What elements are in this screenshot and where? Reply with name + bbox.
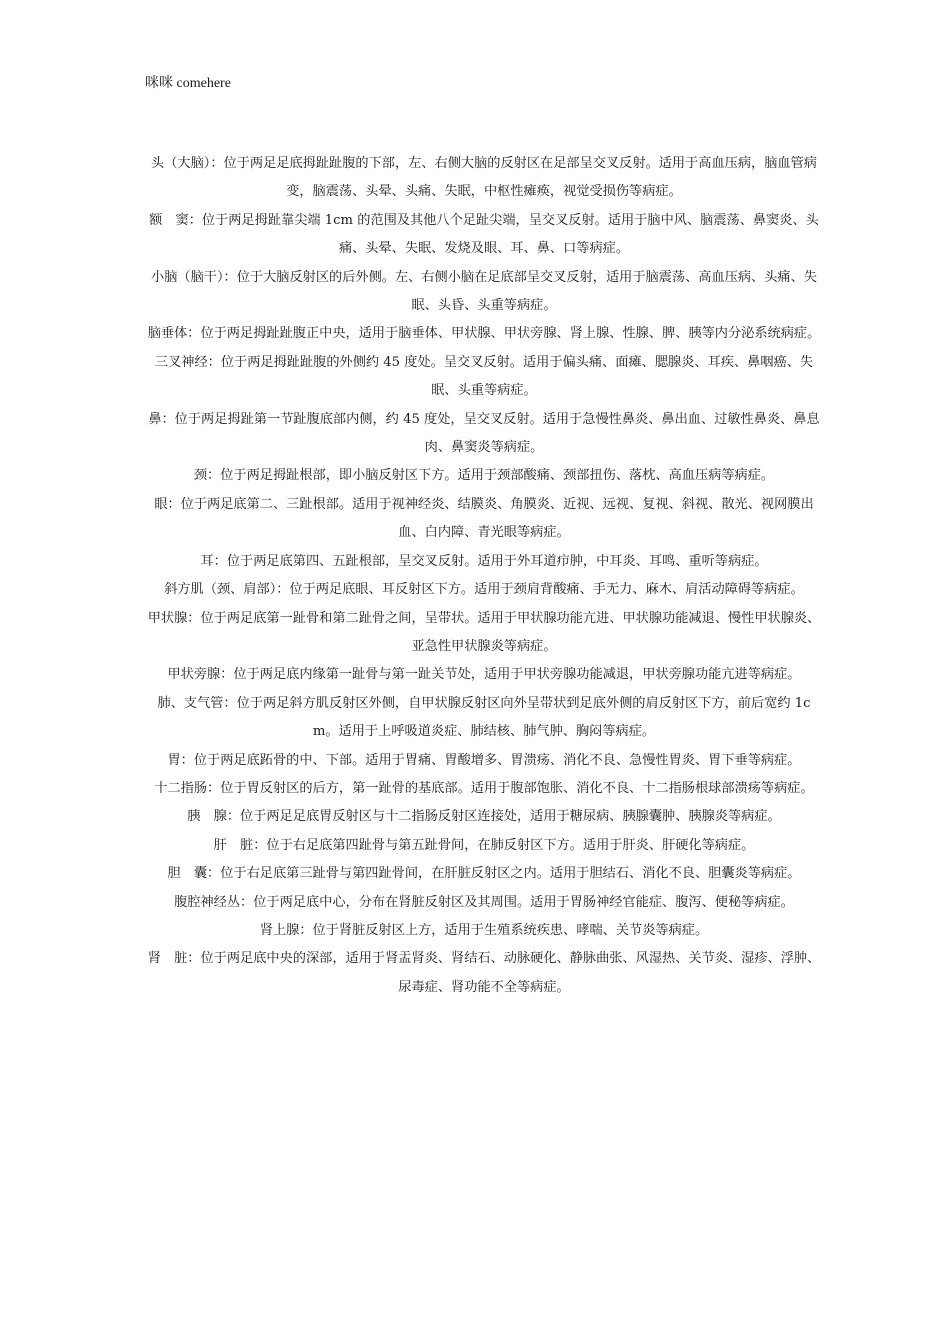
entry-adrenal: 肾上腺：位于肾脏反射区上方，适用于生殖系统疾患、哮喘、关节炎等病症。	[259, 922, 709, 938]
entry-cerebellum: 小脑（脑干）：位于大脑反射区的后外侧。左、右侧小脑在足底部呈交叉反射，适用于脑震荡、高血压病、头痛、失眠、头昏、头重等病症。	[151, 269, 817, 314]
entry-pituitary: 脑垂体：位于两足拇趾趾腹正中央，适用于脑垂体、甲状腺、甲状旁腺、肾上腺、性腺、脾、胰等内分泌系统病症。	[147, 326, 821, 342]
entry-stomach: 胃：位于两足底跖骨的中、下部。适用于胃痛、胃酸增多、胃溃疡、消化不良、急慢性胃炎、胃下垂等病症。	[167, 752, 801, 768]
entry-liver: 肝 脏：位于右足底第四趾骨与第五趾骨间，在肺反射区下方。适用于肝炎、肝硬化等病症。	[213, 837, 755, 853]
entry-trigeminal: 三叉神经：位于两足拇趾趾腹的外侧约 45 度处。呈交叉反射。适用于偏头痛、面瘫、腮腺炎、耳疾、鼻咽癌、失眠、头重等病症。	[154, 354, 814, 399]
entry-trapezius: 斜方肌（颈、肩部）：位于两足底眼、耳反射区下方。适用于颈肩背酸痛、手无力、麻木、肩活动障碍等病症。	[164, 582, 804, 598]
entry-ear: 耳：位于两足底第四、五趾根部，呈交叉反射。适用于外耳道疖肿，中耳炎、耳鸣、重听等病症。	[200, 553, 768, 569]
entry-frontal-sinus: 额 窦：位于两足拇趾靠尖端 1cm 的范围及其他八个足趾尖端，呈交叉反射。适用于脑中风、脑震荡、鼻窦炎、头痛、头晕、失眠、发烧及眼、耳、鼻、口等病症。	[149, 212, 819, 257]
entry-neck: 颈：位于两足拇趾根部，即小脑反射区下方。适用于颈部酸痛、颈部扭伤、落枕、高血压病等病症。	[193, 468, 775, 484]
entry-gallbladder: 胆 囊：位于右足底第三趾骨与第四趾骨间，在肝脏反射区之内。适用于胆结石、消化不良、胆囊炎等病症。	[167, 866, 801, 882]
entry-parathyroid: 甲状旁腺：位于两足底内缘第一趾骨与第一趾关节处，适用于甲状旁腺功能减退，甲状旁腺功能亢进等病症。	[167, 667, 801, 683]
entry-head: 头（大脑）：位于两足足底拇趾趾腹的下部，左、右侧大脑的反射区在足部呈交叉反射。适用于高血压病，脑血管病变，脑震荡、头晕、头痛、失眠，中枢性瘫痪，视觉受损伤等病症。	[151, 156, 817, 200]
entry-nose: 鼻：位于两足拇趾第一节趾腹底部内侧，约 45 度处，呈交叉反射。适用于急慢性鼻炎、鼻出血、过敏性鼻炎、鼻息肉、鼻窦炎等病症。	[148, 411, 820, 456]
entry-celiac-plexus: 腹腔神经丛：位于两足底中心，分布在肾脏反射区及其周围。适用于胃肠神经官能症、腹泻、便秘等病症。	[174, 894, 794, 910]
entry-duodenum: 十二指肠：位于胃反射区的后方，第一趾骨的基底部。适用于腹部饱胀、消化不良、十二指肠根球部溃疡等病症。	[154, 780, 814, 796]
entry-kidney: 肾 脏：位于两足底中央的深部，适用于肾盂肾炎、肾结石、动脉硬化、静脉曲张、风湿热、关节炎、湿疹、浮肿、尿毒症、肾功能不全等病症。	[147, 951, 821, 995]
document-body	[145, 150, 823, 1002]
entry-thyroid: 甲状腺：位于两足底第一趾骨和第二趾骨之间，呈带状。适用于甲状腺功能亢进、甲状腺功能减退、慢性甲状腺炎、亚急性甲状腺炎等病症。	[147, 610, 821, 654]
document-header: 咪咪 comehere	[145, 76, 231, 91]
entry-eye: 眼：位于两足底第二、三趾根部。适用于视神经炎、结膜炎、角膜炎、近视、远视、复视、斜视、散光、视网膜出血、白内障、青光眼等病症。	[154, 496, 814, 541]
entry-pancreas: 胰 腺：位于两足足底胃反射区与十二指肠反射区连接处，适用于糖尿病、胰腺囊肿、胰腺炎等病症。	[187, 809, 781, 825]
entry-lung-bronchus: 肺、支气管：位于两足斜方肌反射区外侧，自甲状腺反射区向外呈带状到足底外侧的肩反射区下方，前后宽约 1cm。适用于上呼吸道炎症、肺结核、肺气肿、胸闷等病症。	[157, 695, 811, 740]
